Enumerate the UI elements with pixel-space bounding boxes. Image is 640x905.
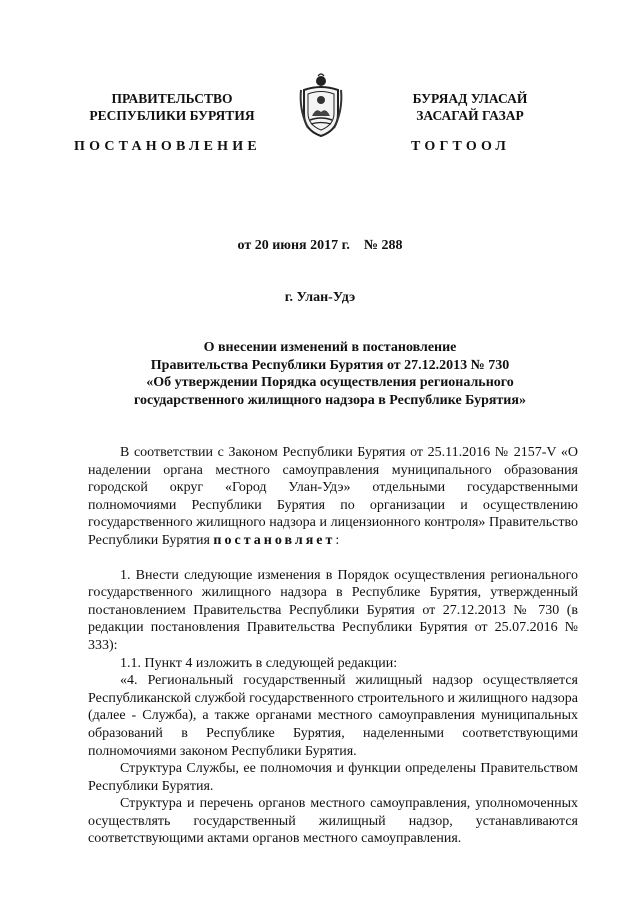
- government-line-1: ПРАВИТЕЛЬСТВО: [111, 91, 233, 106]
- government-buryat-line-2: ЗАСАГАЙ ГАЗАР: [416, 108, 524, 123]
- document-city: г. Улан-Удэ: [284, 290, 356, 305]
- paragraph-1-1: 1.1. Пункт 4 изложить в следующей редакции:: [120, 655, 398, 671]
- preamble-paragraph: [88, 444, 578, 550]
- paragraph-structure: Структура Службы, ее полномочия и функции определены Правительством Республики Бурятия.: [88, 761, 578, 794]
- title-line-1: О внесении изменений в постановление: [203, 340, 457, 355]
- document-title: [80, 339, 580, 409]
- government-name-buryat: [370, 90, 570, 124]
- preamble-text: В соответствии с Законом Республики Бурятия от 25.11.2016 № 2157-V «О наделении органа местного самоуправления муниципального образования городской округ «Город Улан-Удэ» отдельными государственными полномочиями Республики Бурятия по организации и осуществлению государственного жилищного надзора и лицензионного контроля» Правительство Республики Бурятия: [88, 445, 578, 548]
- paragraph-list: Структура и перечень органов местного самоуправления, уполномоченных осуществлять государственный жилищный надзор, устанавливаются соответствующими актами органов местного самоуправления.: [88, 796, 578, 847]
- government-buryat-line-1: БУРЯАД УЛАСАЙ: [412, 91, 528, 106]
- decree-colon: :: [335, 532, 340, 548]
- paragraph-1: 1. Внести следующие изменения в Порядок осуществления регионального государственного жилищного надзора в Республике Бурятия, утвержденный постановлением Правительства Республики Бурятия от 27.12.2013 № 730 (в редакции постановления Правительства Республики Бурятия от 25.07.2016 № 333):: [88, 567, 578, 653]
- quoted-paragraph-4: «4. Региональный государственный жилищный надзор осуществляется Республиканской службой государственного строительного и жилищного надзора (далее - Служба), а также органами местного самоуправления муниципальных образований в Республике Бурятия, наделенными соответствующими полномочиями законом Республики Бурятия.: [88, 673, 578, 759]
- document-type-russian: ПОСТАНОВЛЕНИЕ: [74, 139, 261, 154]
- title-line-4: государственного жилищного надзора в Республике Бурятия»: [134, 392, 526, 408]
- document-body: [88, 444, 578, 848]
- coat-of-arms-icon: [298, 72, 344, 138]
- government-line-2: РЕСПУБЛИКИ БУРЯТИЯ: [89, 108, 255, 123]
- document-date-number: от 20 июня 2017 г. № 288: [237, 238, 403, 253]
- title-line-2: Правительства Республики Бурятия от 27.12.2013 № 730: [150, 357, 510, 373]
- title-line-3: «Об утверждении Порядка осуществления регионального: [146, 375, 514, 390]
- government-name-russian: [72, 90, 272, 124]
- decree-word: постановляет: [213, 532, 336, 548]
- document-type-buryat: ТОГТООЛ: [411, 139, 511, 154]
